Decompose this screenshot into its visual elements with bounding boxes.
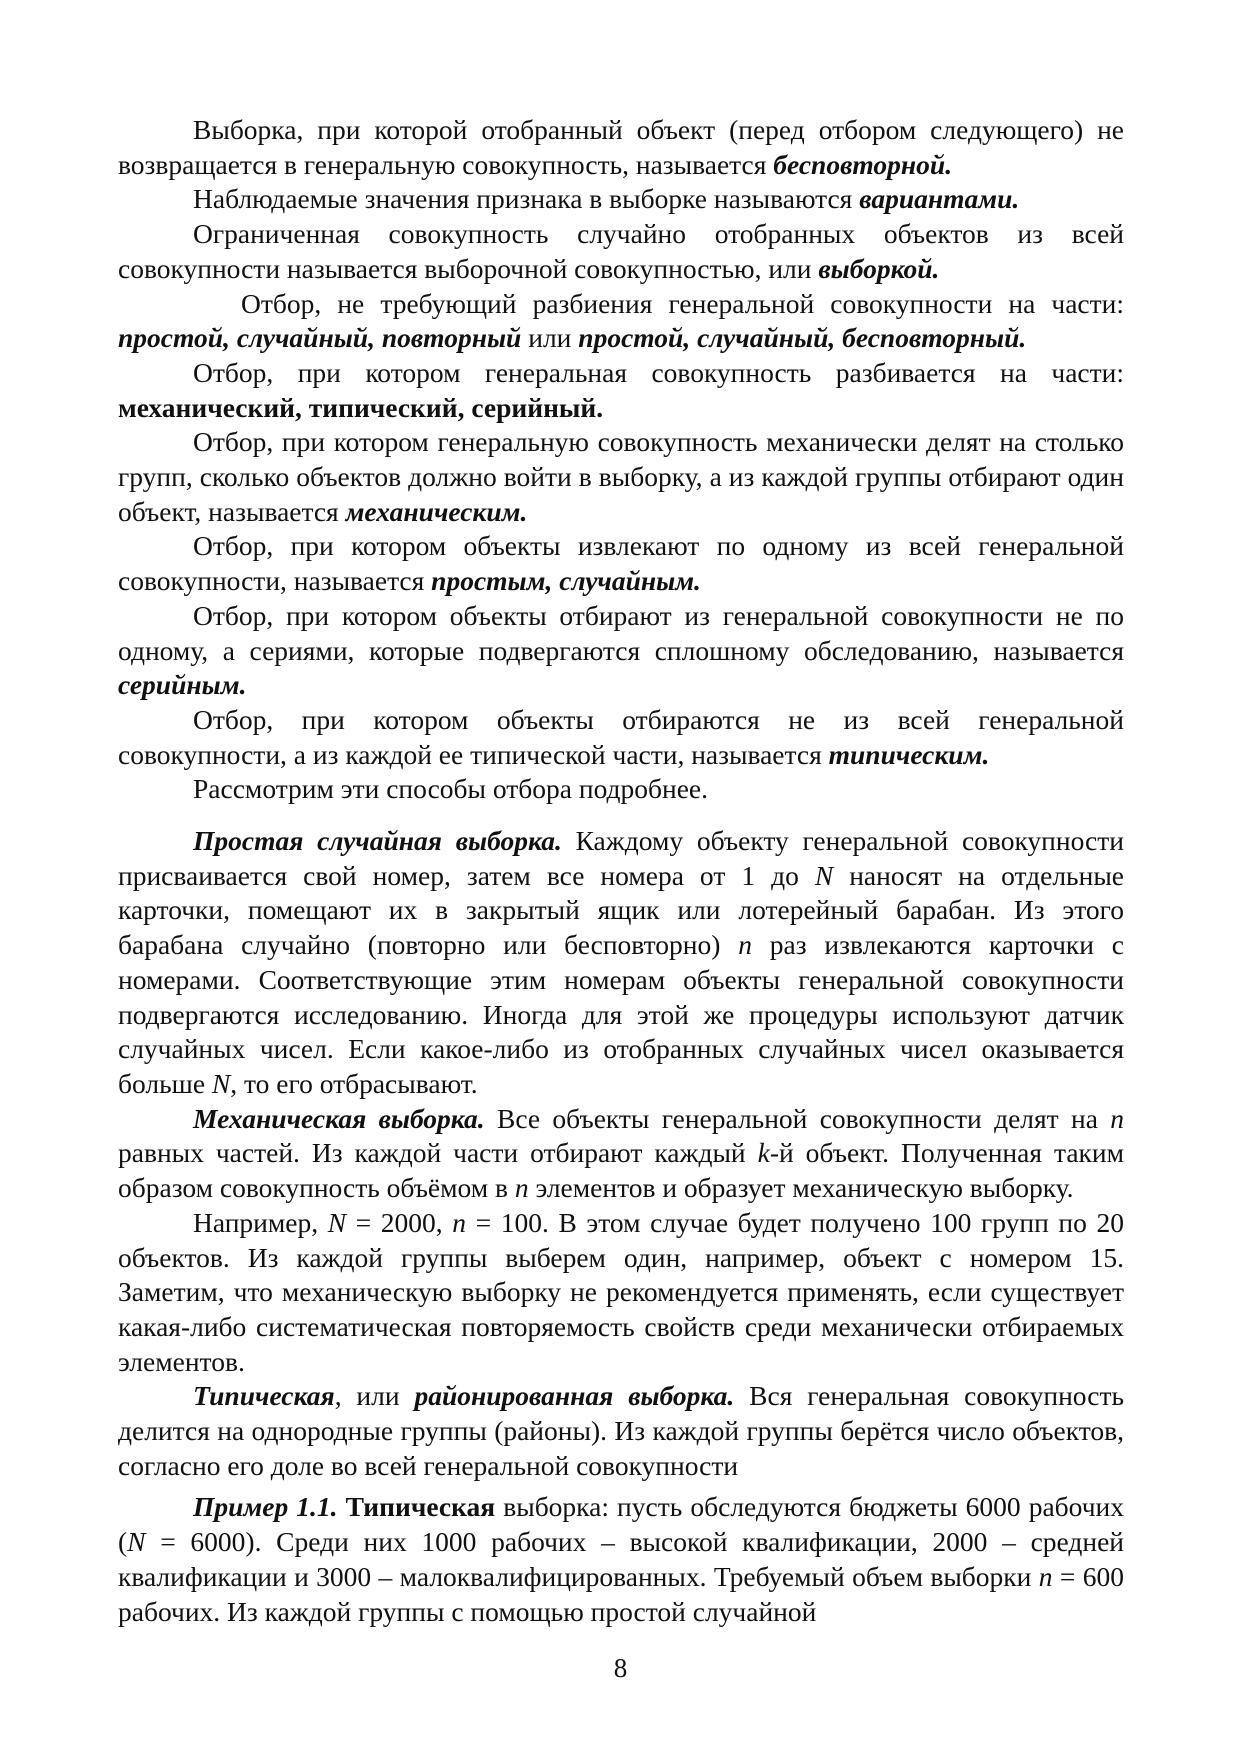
- paragraph: [118, 1102, 1124, 1206]
- text-run: раз извлекаются карточки с номерами. Соответствующие этим номерам объекты генеральной совокупности подвергаются исследованию. Иногда для этой же процедуры используют датчик случайных чисел. Если какое-либо из отобранных случайных чисел оказывается больше: [118, 929, 1124, 1099]
- emphasis-text: N: [211, 1067, 231, 1099]
- emphasis-text: районированная выборка.: [414, 1380, 735, 1412]
- emphasis-text: n: [452, 1206, 467, 1238]
- text-run: Отбор, не требующий разбиения генеральной совокупности на части:: [241, 287, 1124, 319]
- emphasis-text: n: [1110, 1102, 1124, 1134]
- emphasis-text: типическим.: [828, 738, 990, 770]
- text-run: наносят на отдельные карточки, помещают их в закрытый ящик или лотерейный барабан. Из этого барабана случайно (повторно или бесповторно): [118, 859, 1124, 961]
- page-number: 8: [613, 1653, 628, 1683]
- paragraph: [118, 1206, 1124, 1380]
- emphasis-text: Механическая выборка.: [193, 1102, 485, 1134]
- text-run: Отбор, при котором объекты отбираются не из всей генеральной совокупности, а из каждой ее типической части, называется: [118, 703, 1124, 770]
- emphasis-text: Типическая: [345, 1491, 496, 1523]
- text-run: Отбор, при котором объекты отбирают из генеральной совокупности не по одному, а сериями, которые подвергаются сплошному обследованию, называется: [118, 599, 1124, 666]
- text-run: выборка: пусть обследуются бюджеты 6000 рабочих (: [118, 1491, 1124, 1558]
- text-run: [338, 1491, 346, 1522]
- text-run: Рассмотрим эти способы отбора подробнее.: [193, 773, 709, 805]
- text-run: = 2000,: [346, 1206, 453, 1238]
- text-run: = 100. В этом случае будет получено 100 групп по 20 объектов. Из каждой группы выберем один, например, объект с номером 15. Заметим, что механическую выборку не рекомендуется применять, если существует какая-либо систематическая повторяемость свойств среди механически отбираемых элементов.: [118, 1206, 1124, 1377]
- emphasis-text: механическим.: [345, 495, 528, 527]
- emphasis-text: Типическая: [193, 1380, 335, 1412]
- emphasis-text: Пример 1.1.: [193, 1491, 338, 1523]
- text-run: Например,: [193, 1206, 328, 1238]
- text-run: = 6000). Среди них 1000 рабочих – высокой квалификации, 2000 – средней квалификации и 3000 – малоквалифицированных. Требуемый объем выборки: [118, 1526, 1124, 1592]
- emphasis-text: вариантами.: [859, 183, 1020, 215]
- emphasis-text: k: [757, 1137, 770, 1169]
- emphasis-text: простой, случайный, повторный: [118, 322, 522, 354]
- text-run: Вся генеральная совокупность делится на однородные группы (районы). Из каждой группы берётся число объектов, согласно его доле во всей генеральной совокупности: [118, 1380, 1125, 1481]
- emphasis-text: серийным.: [118, 669, 247, 701]
- paragraph: [118, 772, 1124, 807]
- paragraph: [118, 529, 1124, 598]
- text-run: Наблюдаемые значения признака в выборке называются: [193, 183, 860, 215]
- emphasis-text: простой, случайный, бесповторный.: [578, 322, 1027, 354]
- paragraph: [118, 287, 1124, 356]
- paragraph: [118, 425, 1124, 529]
- text-run: или: [521, 322, 579, 354]
- text-run: , то его отбрасывают.: [230, 1067, 478, 1099]
- paragraph: [118, 182, 1124, 217]
- paragraph: [118, 824, 1124, 1102]
- emphasis-text: Простая случайная выборка.: [193, 825, 562, 857]
- emphasis-text: простым, случайным.: [431, 565, 701, 597]
- emphasis-text: n: [1038, 1560, 1053, 1592]
- emphasis-text: выборкой.: [818, 252, 940, 284]
- paragraph: [118, 599, 1124, 703]
- emphasis-text: n: [514, 1172, 529, 1204]
- emphasis-text: N: [814, 859, 834, 891]
- text-run: Отбор, при котором генеральную совокупность механически делят на столько групп, сколько объектов должно войти в выборку, а из каждой группы отбирают один объект, называется: [118, 426, 1124, 527]
- paragraph: [118, 1379, 1124, 1483]
- text-run: Отбор, при котором генеральная совокупность разбивается на части:: [193, 356, 1124, 388]
- text-run: Отбор, при котором объекты извлекают по одному из всей генеральной совокупности, называется: [118, 530, 1124, 597]
- text-run: элементов и образует механическую выборку.: [528, 1172, 1074, 1204]
- emphasis-text: N: [127, 1526, 146, 1558]
- text-run: , или: [334, 1380, 415, 1412]
- text-run: Ограниченная совокупность случайно отобранных объектов из всей совокупности называется выборочной совокупностью, или: [118, 218, 1124, 284]
- text-run: Каждому объекту генеральной совокупности присваивается свой номер, затем все номера от 1 до: [118, 825, 1124, 891]
- text-run: Выборка, при которой отобранный объект (перед отбором следующего) не возвращается в генеральную совокупность, называется: [118, 114, 1124, 180]
- emphasis-text: механический, типический, серийный.: [118, 391, 604, 423]
- emphasis-text: N: [327, 1206, 347, 1238]
- emphasis-text: бесповторной.: [773, 148, 953, 180]
- text-run: Все объекты генеральной совокупности делят на: [484, 1102, 1111, 1134]
- text-run: равных частей. Из каждой части отбирают каждый: [118, 1137, 758, 1169]
- text-run: -й объект. Полученная таким образом совокупность объёмом в: [118, 1137, 1125, 1204]
- paragraph: [118, 356, 1124, 425]
- text-run: = 600 рабочих. Из каждой группы с помощью простой случайной: [118, 1560, 1125, 1627]
- paragraph: [118, 703, 1124, 772]
- paragraph: [118, 217, 1124, 286]
- paragraph: [118, 113, 1124, 182]
- emphasis-text: n: [738, 929, 752, 961]
- paragraph: [118, 1490, 1124, 1629]
- page-body: [118, 113, 1124, 1629]
